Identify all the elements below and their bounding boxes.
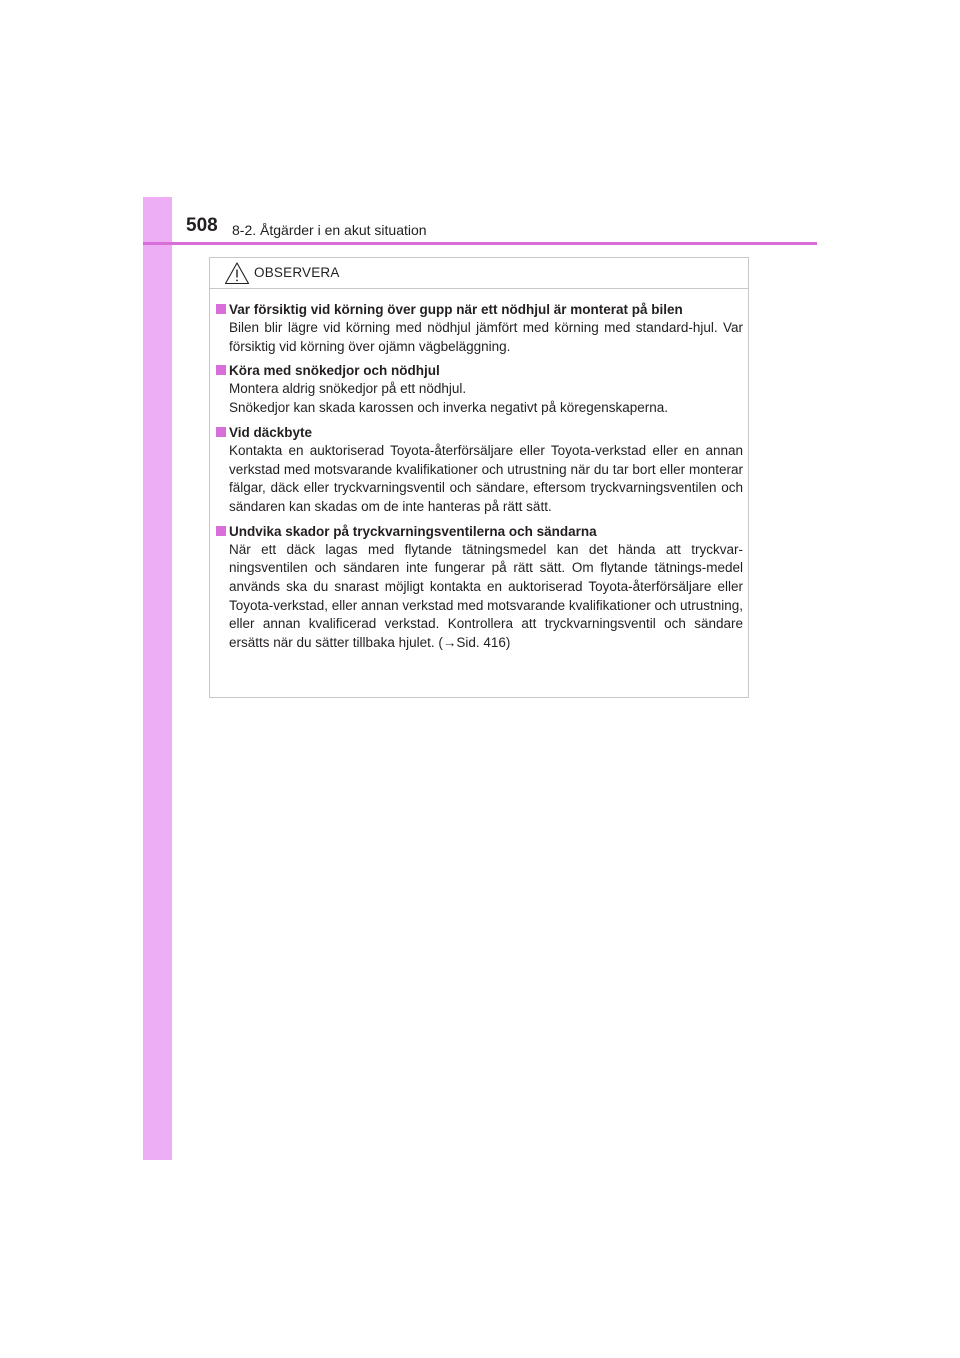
square-bullet-icon (216, 365, 226, 375)
caution-item (215, 361, 743, 417)
caution-label: OBSERVERA (254, 265, 340, 280)
caution-item-title (215, 522, 743, 541)
caution-item-title (215, 300, 743, 319)
caution-item-title (215, 361, 743, 380)
caution-item-body (215, 319, 743, 356)
caution-item-title-text: Var försiktig vid körning över gupp när ett nödhjul är monterat på bilen (229, 302, 683, 317)
caution-list (215, 300, 743, 658)
caution-item (215, 423, 743, 517)
square-bullet-icon (216, 526, 226, 536)
warning-triangle-icon (224, 261, 250, 285)
caution-header (210, 258, 748, 289)
paragraph: Kontakta en auktoriserad Toyota-återförsäljare eller Toyota-verkstad eller en annan verkstad med motsvarande kvalifikationer och utrustning när du tar bort eller monterar fälgar, däck eller tryckvarningsventil och sändare, eftersom tryckvarningsventilen och sändaren kan skadas om de inte hanteras på rätt sätt. (229, 442, 743, 514)
section-title: 8-2. Åtgärder i en akut situation (232, 222, 427, 238)
caution-item-title-text: Vid däckbyte (229, 424, 313, 440)
square-bullet-icon (216, 304, 226, 314)
header-divider (143, 242, 817, 245)
paragraph: När ett däck lagas med flytande tätningsmedel kan det hända att tryckvar-ningsventilen och sändaren inte fungerar på rätt sätt. Om flytande tätnings-medel används ska du snarast möjligt kontakta en auktoriserad Toyota-återförsäljare eller Toyota-verkstad, eller annan verkstad med motsvarande kvalifikationer och utrustning, eller annan kvalificerad verkstad. Kontrollera att tryckvarningsventil och sändare ersätts när du sätter tillbaka hjulet. (→Sid. 416) (229, 541, 744, 651)
caution-item-title-text: Undvika skador på tryckvarningsventilerna och sändarna (229, 523, 597, 539)
side-color-strip (143, 197, 172, 1160)
caution-item (215, 522, 743, 653)
caution-item-body (215, 442, 743, 517)
caution-item-body (215, 380, 743, 417)
caution-box (209, 257, 749, 698)
caution-item (215, 300, 743, 356)
paragraph: Montera aldrig snökedjor på ett nödhjul. (229, 381, 467, 397)
caution-item-title-text: Köra med snökedjor och nödhjul (229, 363, 440, 379)
page-number: 508 (186, 215, 218, 236)
paragraph: Bilen blir lägre vid körning med nödhjul jämfört med körning med standard-hjul. Var försiktig vid körning över ojämn vägbeläggning. (229, 320, 743, 354)
paragraph: Snökedjor kan skada karossen och inverka negativt på köregenskaperna. (229, 400, 669, 416)
caution-item-body (215, 541, 743, 653)
square-bullet-icon (216, 427, 226, 437)
caution-item-title (215, 423, 743, 442)
